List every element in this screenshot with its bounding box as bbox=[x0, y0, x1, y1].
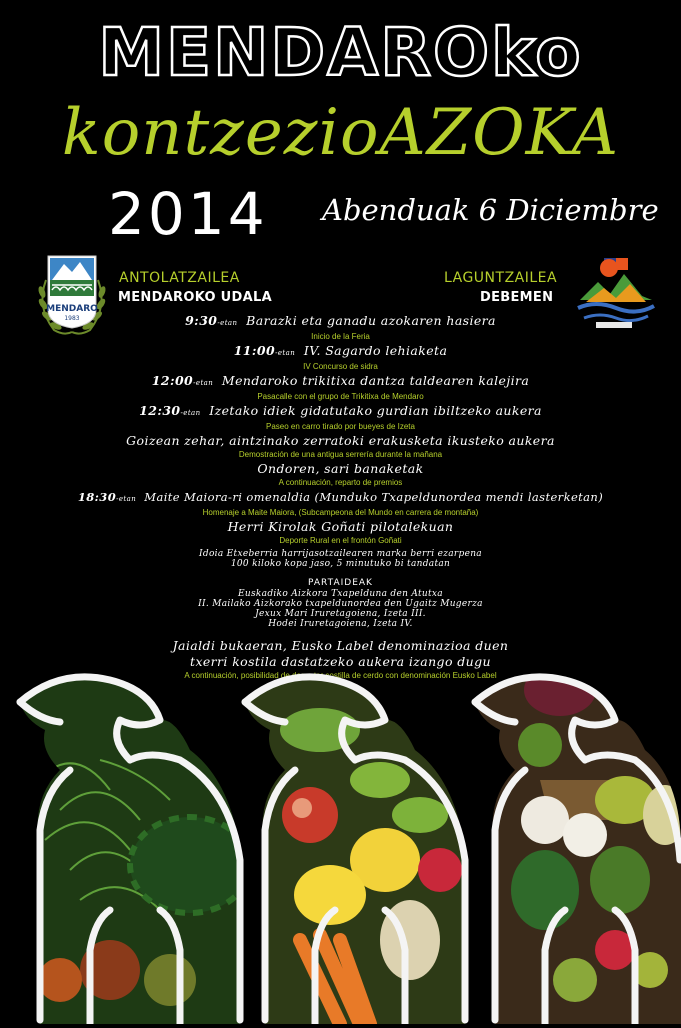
participant-line: Hodei Iruretagoiena, Izeta IV. bbox=[268, 619, 413, 629]
poster-date: Abenduak 6 Diciembre bbox=[322, 193, 659, 227]
program-item bbox=[0, 489, 681, 518]
program-time: 18:30 bbox=[77, 490, 117, 504]
program-item bbox=[0, 313, 681, 342]
program-time-suffix: -etan bbox=[193, 379, 214, 387]
record-line: 100 kiloko kopa jaso, 5 minutuko bi tandatan bbox=[230, 559, 451, 569]
program-time: 12:00 bbox=[151, 373, 194, 388]
participant-line: Euskadiko Aizkora Txapelduna den Atutxa bbox=[238, 589, 443, 599]
program-item bbox=[0, 519, 681, 546]
participant-line: II. Mailako Aizkorako txapeldunordea den Ugaitz Mugerza bbox=[198, 599, 483, 609]
program-schedule bbox=[0, 313, 681, 682]
program-text: Izetako idiek gidatutako gurdian ibiltzeko aukera bbox=[209, 403, 542, 418]
program-subtitle: Paseo en carro tirado por bueyes de Izeta bbox=[266, 422, 415, 431]
mendaro-logo-text: MENDARO bbox=[46, 304, 98, 314]
program-item bbox=[0, 461, 681, 488]
program-time: 11:00 bbox=[233, 343, 276, 358]
poster-title-line2: kontzezioAZOKA bbox=[61, 96, 620, 170]
poster-title-line1: MENDAROko bbox=[98, 14, 583, 91]
program-text: IV. Sagardo lehiaketa bbox=[303, 343, 448, 358]
sponsor-label: LAGUNTZAILEA bbox=[444, 270, 558, 286]
program-time-suffix: -etan bbox=[116, 495, 137, 503]
closing-subtitle: A continuación, posibilidad de degustar costilla de cerdo con denominación Eusko Label bbox=[184, 671, 497, 680]
sheep-vegetables-illustration bbox=[0, 650, 681, 1024]
organizer-name: MENDAROKO UDALA bbox=[118, 290, 272, 305]
program-subtitle: Homenaje a Maite Maiora, (Subcampeona del Mundo en carrera de montaña) bbox=[202, 508, 479, 517]
record-line: Idoia Etxeberria harrijasotzailearen marka berri ezarpena bbox=[199, 549, 482, 559]
program-item bbox=[0, 373, 681, 402]
program-text: Ondoren, sari banaketak bbox=[257, 461, 424, 476]
program-subtitle: Inicio de la Feria bbox=[311, 332, 370, 341]
program-subtitle: Deporte Rural en el frontón Goñati bbox=[279, 536, 402, 545]
closing-line: txerri kostila dastatzeko aukera izango dugu bbox=[190, 654, 491, 669]
program-text: Maite Maiora-ri omenaldia (Munduko Txapeldunordea mendi lasterketan) bbox=[144, 490, 604, 504]
program-time-suffix: -etan bbox=[217, 319, 238, 327]
program-text: Herri Kirolak Goñati pilotalekuan bbox=[227, 519, 454, 534]
program-subtitle: IV Concurso de sidra bbox=[303, 362, 378, 371]
program-time-suffix: -etan bbox=[275, 349, 296, 357]
program-item bbox=[0, 403, 681, 432]
sponsor-name: DEBEMEN bbox=[480, 290, 554, 305]
participant-line: Jexux Mari Iruretagoiena, Izeta III. bbox=[255, 609, 426, 619]
program-item bbox=[0, 433, 681, 460]
program-subtitle: Demostración de una antigua serrería durante la mañana bbox=[238, 450, 443, 459]
program-text: Mendaroko trikitixa dantza taldearen kalejira bbox=[221, 373, 530, 388]
mendaro-logo-year: 1983 bbox=[64, 315, 80, 322]
program-subtitle: Pasacalle con el grupo de Trikitixa de Mendaro bbox=[257, 392, 424, 401]
program-text: Goizean zehar, aintzinako zerratoki erakusketa ikusteko aukera bbox=[126, 433, 555, 448]
participants-title: PARTAIDEAK bbox=[308, 578, 373, 588]
program-time: 9:30 bbox=[185, 313, 218, 328]
program-time-suffix: -etan bbox=[180, 409, 201, 417]
program-item bbox=[0, 343, 681, 372]
program-text: Barazki eta ganadu azokaren hasiera bbox=[246, 313, 496, 328]
organizer-label: ANTOLATZAILEA bbox=[119, 270, 240, 286]
poster-year: 2014 bbox=[108, 180, 268, 248]
closing-line: Jaialdi bukaeran, Eusko Label denominazioa duen bbox=[172, 638, 509, 653]
program-subtitle: A continuación, reparto de premios bbox=[278, 478, 403, 487]
program-time: 12:30 bbox=[139, 403, 181, 418]
